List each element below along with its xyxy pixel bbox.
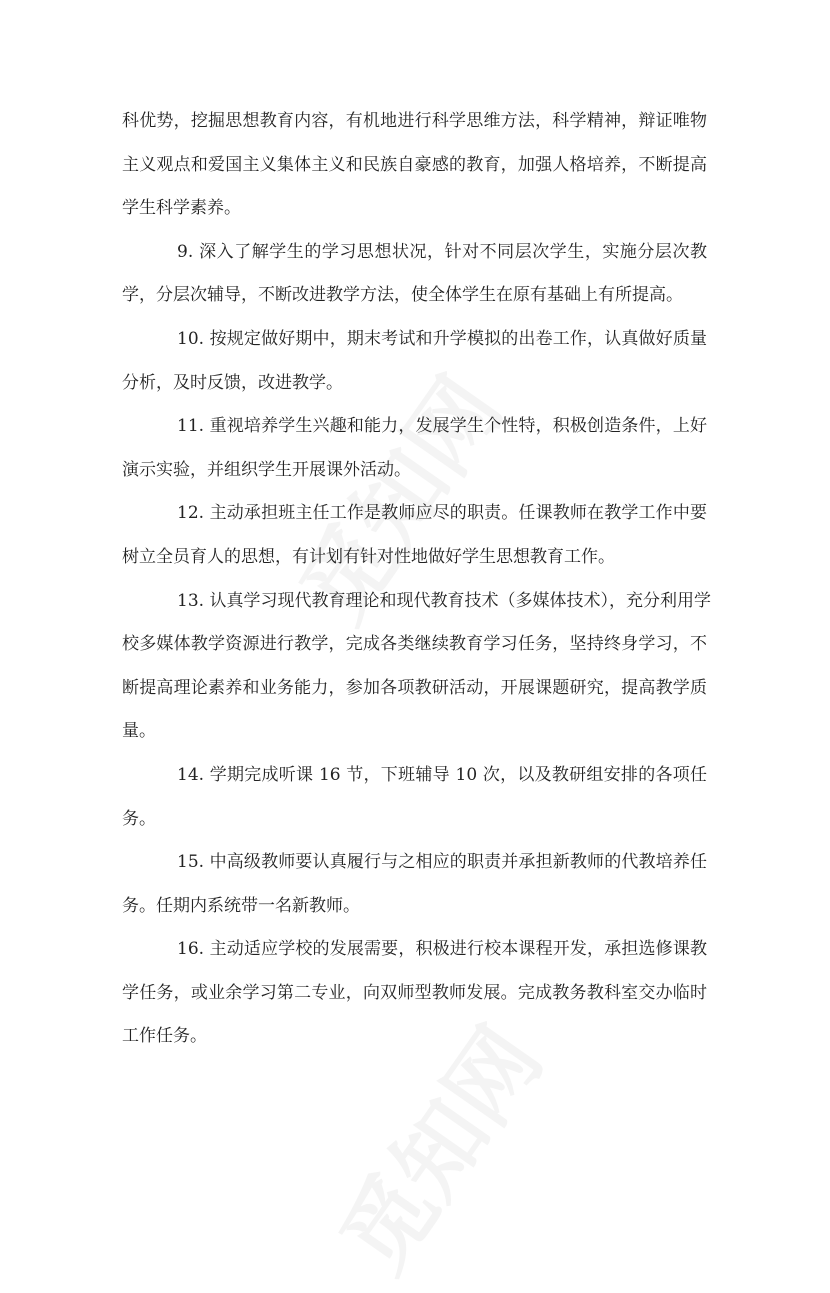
paragraph (122, 231, 707, 318)
paragraph-line: 务。任期内系统带一名新教师。 (122, 895, 360, 916)
paragraph (122, 754, 707, 841)
paragraph-line: 15. 中高级教师要认真履行与之相应的职责并承担新教师的代教培养任 (177, 852, 707, 873)
paragraph (122, 318, 707, 405)
paragraph-line: 科优势，挖掘思想教育内容，有机地进行科学思维方法，科学精神，辩证唯物 (122, 111, 707, 131)
paragraph-line: 断提高理论素养和业务能力，参加各项教研活动，开展课题研究，提高教学质 (122, 677, 707, 698)
paragraph-line: 校多媒体教学资源进行教学，完成各类继续教育学习任务，坚持终身学习，不 (122, 634, 707, 655)
paragraph-line: 14. 学期完成听课 16 节，下班辅导 10 次，以及教研组安排的各项任 (177, 764, 707, 785)
paragraph-line: 分析，及时反馈，改进教学。 (122, 372, 343, 393)
paragraph (122, 841, 707, 928)
paragraph-line: 9. 深入了解学生的学习思想状况，针对不同层次学生，实施分层次教 (177, 241, 707, 262)
paragraph-line: 11. 重视培养学生兴趣和能力，发展学生个性特，积极创造条件，上好 (177, 416, 707, 437)
paragraph-line: 工作任务。 (122, 1026, 207, 1047)
paragraph (122, 928, 707, 1059)
paragraph-line: 13. 认真学习现代教育理论和现代教育技术（多媒体技术），充分利用学 (177, 590, 711, 611)
paragraph-line: 学任务，或业余学习第二专业，向双师型教师发展。完成教务教科室交办临时 (122, 982, 707, 1003)
paragraph-line: 16. 主动适应学校的发展需要，积极进行校本课程开发，承担选修课教 (177, 939, 707, 960)
document-body (122, 100, 711, 1059)
paragraph (122, 492, 707, 579)
paragraph-line: 12. 主动承担班主任工作是教师应尽的职责。任课教师在教学工作中要 (177, 503, 707, 524)
paragraph-line: 学生科学素养。 (122, 198, 241, 219)
paragraph-line: 务。 (122, 808, 156, 829)
paragraph-line: 10. 按规定做好期中，期末考试和升学模拟的出卷工作，认真做好质量 (177, 328, 707, 349)
paragraph-line: 演示实验，并组织学生开展课外活动。 (122, 459, 411, 480)
paragraph (122, 580, 711, 754)
paragraph-line: 主义观点和爱国主义集体主义和民族自豪感的教育，加强人格培养，不断提高 (122, 154, 707, 175)
paragraph-line: 树立全员育人的思想，有计划有针对性地做好学生思想教育工作。 (122, 546, 615, 567)
paragraph (122, 405, 707, 492)
paragraph (122, 100, 707, 231)
paragraph-line: 学，分层次辅导，不断改进教学方法，使全体学生在原有基础上有所提高。 (122, 285, 683, 306)
paragraph-line: 量。 (122, 721, 156, 742)
